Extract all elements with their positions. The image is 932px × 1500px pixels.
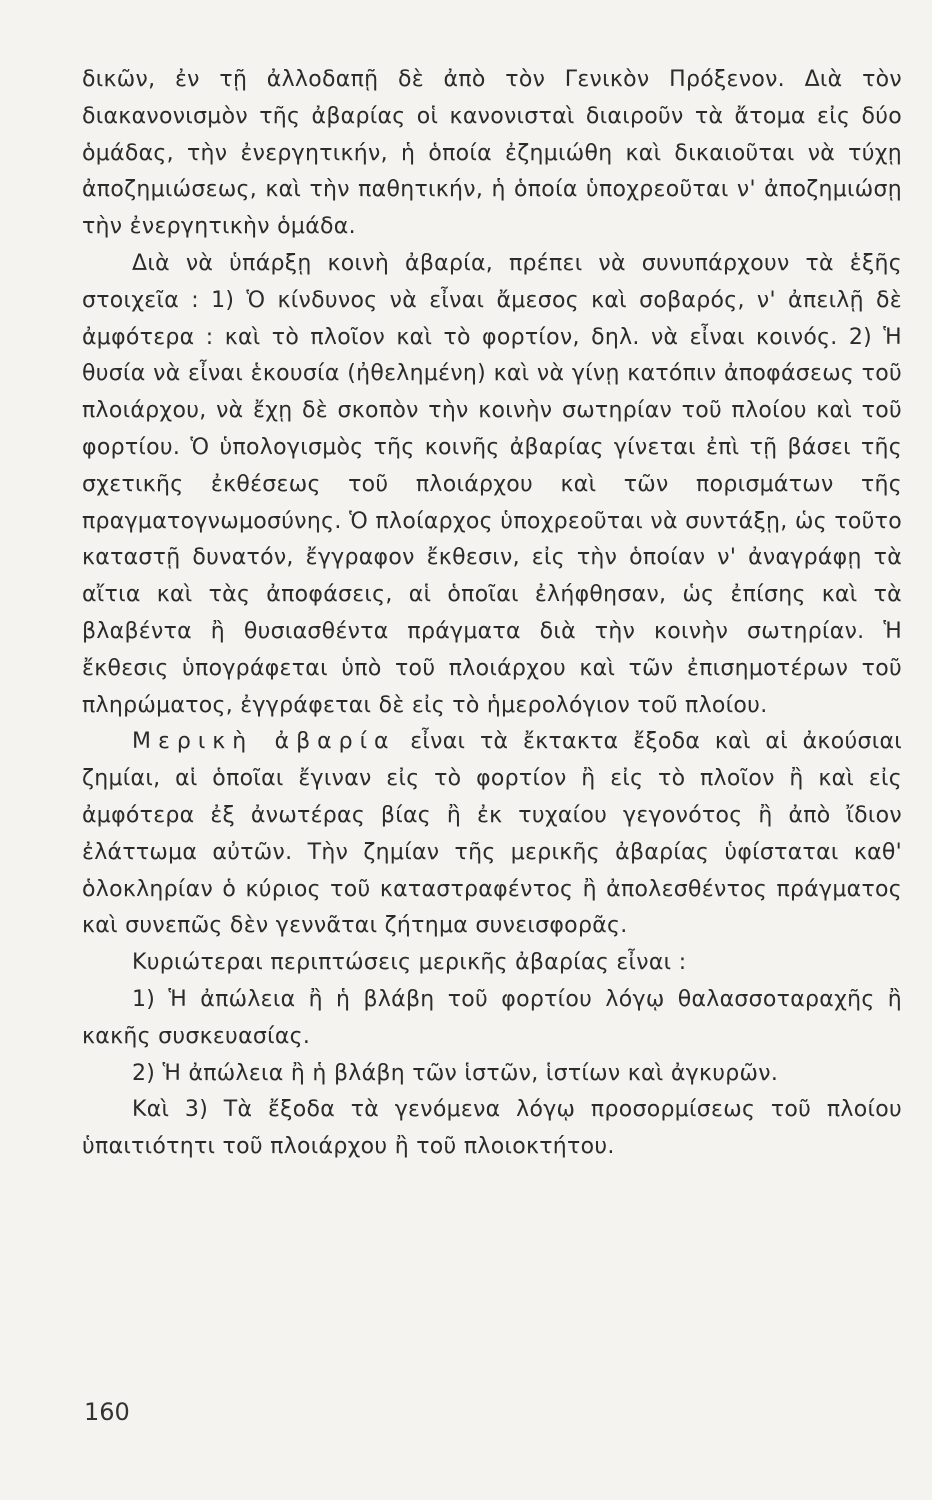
term-partial-average: Μερικὴ ἀβαρία: [132, 729, 396, 755]
page-number: 160: [84, 1398, 130, 1426]
body-text: [82, 62, 902, 1166]
case-item: 1) Ἡ ἀπώλεια ἢ ἡ βλάβη τοῦ φορτίου λόγῳ θαλασσοταραχῆς ἢ κακῆς συσκευασίας.: [82, 986, 902, 1049]
paragraph-general-average: Διὰ νὰ ὑπάρξῃ κοινὴ ἀβαρία, πρέπει νὰ συνυπάρχουν τὰ ἑξῆς στοιχεῖα : 1) Ὁ κίνδυνος νὰ εἶναι ἄμεσος καὶ σοβαρός, ν' ἀπειλῇ δὲ ἀμφότερα : καὶ τὸ πλοῖον καὶ τὸ φορτίον, δηλ. νὰ εἶναι κοινός. 2) Ἡ θυσία νὰ εἶναι ἑκουσία (ἠθελημένη) καὶ νὰ γίνῃ κατόπιν ἀποφάσεως τοῦ πλοιάρχου, νὰ ἔχῃ δὲ σκοπὸν τὴν κοινὴν σωτηρίαν τοῦ πλοίου καὶ τοῦ φορτίου. Ὁ ὑπολογισμὸς τῆς κοινῆς ἀβαρίας γίνεται ἐπὶ τῇ βάσει τῆς σχετικῆς ἐκθέσεως τοῦ πλοιάρχου καὶ τῶν πορισμάτων τῆς πραγματογνωμοσύνης. Ὁ πλοίαρχος ὑποχρεοῦται νὰ συντάξῃ, ὡς τοῦτο καταστῇ δυνατόν, ἔγγραφον ἔκθεσιν, εἰς τὴν ὁποίαν ν' ἀναγράφῃ τὰ αἴτια καὶ τὰς ἀποφάσεις, αἱ ὁποῖαι ἐλήφθησαν, ὡς ἐπίσης καὶ τὰ βλαβέντα ἢ θυσιασθέντα πράγματα διὰ τὴν κοινὴν σωτηρίαν. Ἡ ἔκθεσις ὑπογράφεται ὑπὸ τοῦ πλοιάρχου καὶ τῶν ἐπισημοτέρων τοῦ πληρώματος, ἐγγράφεται δὲ εἰς τὸ ἡμερολόγιον τοῦ πλοίου.: [82, 250, 902, 718]
paragraph-partial-average: [82, 724, 902, 945]
partial-average-definition: εἶναι τὰ ἔκτακτα ἔξοδα καὶ αἱ ἀκούσιαι ζημίαι, αἱ ὁποῖαι ἔγιναν εἰς τὸ φορτίον ἢ εἰς τὸ πλοῖον ἢ καὶ εἰς ἀμφότερα ἐξ ἀνωτέρας βίας ἢ ἐκ τυχαίου γεγονότος ἢ ἀπὸ ἴδιον ἐλάττωμα αὐτῶν. Τὴν ζημίαν τῆς μερικῆς ἀβαρίας ὑφίσταται καθ' ὁλοκληρίαν ὁ κύριος τοῦ καταστραφέντος ἢ ἀπολεσθέντος πράγματος καὶ συνεπῶς δὲν γεννᾶται ζήτημα συνεισφορᾶς.: [82, 729, 903, 939]
cases-intro: Κυριώτεραι περιπτώσεις μερικῆς ἀβαρίας εἶναι :: [132, 950, 687, 976]
paragraph-aggregates: δικῶν, ἐν τῇ ἀλλοδαπῇ δὲ ἀπὸ τὸν Γενικὸν Πρόξενον. Διὰ τὸν διακανονισμὸν τῆς ἀβαρίας οἱ κανονισταὶ διαιροῦν τὰ ἄτομα εἰς δύο ὁμάδας, τὴν ἐνεργητικήν, ἡ ὁποία ἐζημιώθη καὶ δικαιοῦται νὰ τύχῃ ἀποζημιώσεως, καὶ τὴν παθητικήν, ἡ ὁποία ὑποχρεοῦται ν' ἀποζημιώσῃ τὴν ἐνεργητικὴν ὁμάδα.: [82, 67, 902, 240]
case-item: 2) Ἡ ἀπώλεια ἢ ἡ βλάβη τῶν ἱστῶν, ἱστίων καὶ ἀγκυρῶν.: [132, 1060, 779, 1086]
case-item: Καὶ 3) Τὰ ἔξοδα τὰ γενόμενα λόγῳ προσορμίσεως τοῦ πλοίου ὑπαιτιότητι τοῦ πλοιάρχου ἢ τοῦ πλοιοκτήτου.: [82, 1097, 902, 1160]
